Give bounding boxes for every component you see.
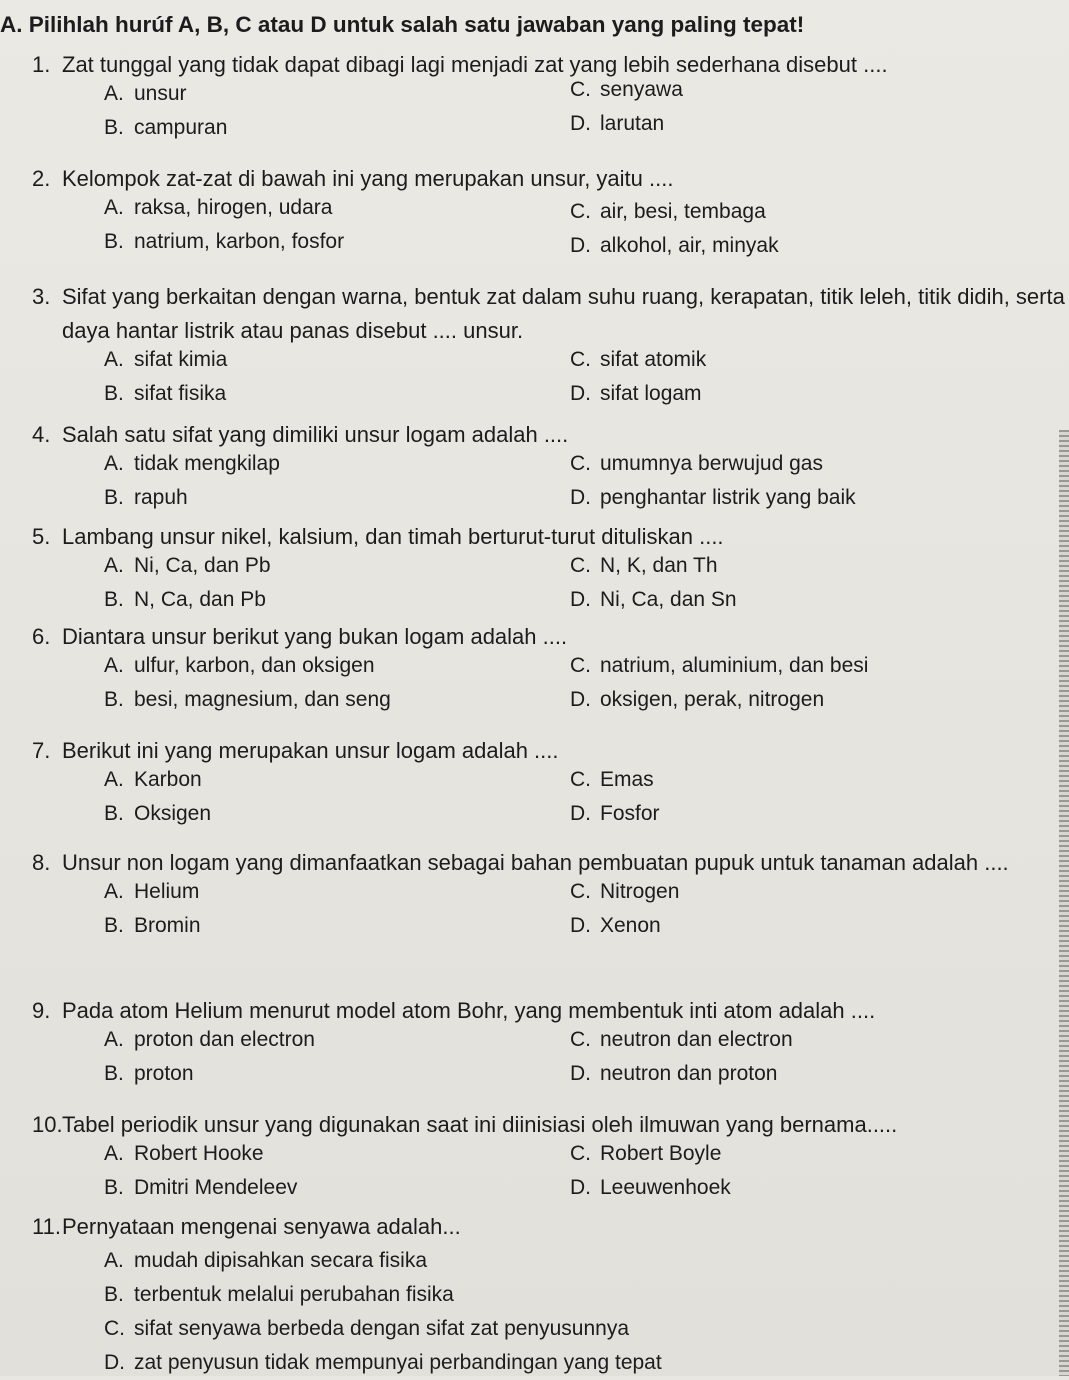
option-list — [104, 348, 1069, 416]
question-11 — [32, 1210, 1069, 1380]
option-c[interactable]: C. neutron dan electron — [570, 1028, 793, 1051]
option-list — [104, 196, 1069, 264]
question-text: Zat tunggal yang tidak dapat dibagi lagi menjadi zat yang lebih sederhana disebut .... — [62, 52, 888, 77]
question-9 — [32, 994, 1069, 1096]
question-5 — [32, 520, 1069, 622]
option-a[interactable]: A. Karbon — [104, 768, 202, 791]
option-list — [104, 768, 1069, 836]
question-number: 8. — [32, 850, 51, 875]
option-c[interactable]: C. senyawa — [570, 78, 683, 101]
question-10 — [32, 1108, 1069, 1210]
option-list — [104, 78, 1069, 150]
question-number: 2. — [32, 166, 51, 191]
question-2 — [32, 162, 1069, 264]
option-b[interactable]: B. terbentuk melalui perubahan fisika — [104, 1283, 454, 1306]
option-list — [104, 654, 1069, 722]
question-text: Lambang unsur nikel, kalsium, dan timah berturut-turut dituliskan .... — [62, 524, 724, 549]
question-text: Pernyataan mengenai senyawa adalah... — [62, 1214, 461, 1239]
option-a[interactable]: A. mudah dipisahkan secara fisika — [104, 1249, 427, 1272]
option-a[interactable]: A. proton dan electron — [104, 1028, 315, 1051]
option-b[interactable]: B. besi, magnesium, dan seng — [104, 688, 391, 711]
option-a[interactable]: A. Ni, Ca, dan Pb — [104, 554, 271, 577]
option-b[interactable]: B. Oksigen — [104, 802, 212, 825]
question-4 — [32, 418, 1069, 520]
question-number: 4. — [32, 422, 51, 447]
option-b[interactable]: B. campuran — [104, 116, 228, 139]
option-b[interactable]: B. Dmitri Mendeleev — [104, 1176, 298, 1199]
option-d[interactable]: D. oksigen, perak, nitrogen — [570, 688, 825, 711]
question-number: 6. — [32, 624, 51, 649]
question-1 — [32, 48, 1069, 150]
question-text: Sifat yang berkaitan dengan warna, bentuk zat dalam suhu ruang, kerapatan, titik leleh, titik didih, serta daya hantar listrik atau panas disebut .... unsur. — [62, 284, 1065, 343]
instruction-header: A. Pilihlah hurúf A, B, C atau D untuk salah satu jawaban yang paling tepat! — [0, 12, 805, 37]
option-b[interactable]: B. rapuh — [104, 486, 188, 509]
option-list — [104, 1028, 1069, 1096]
option-c[interactable]: C. Nitrogen — [570, 880, 680, 903]
question-text: Pada atom Helium menurut model atom Bohr, yang membentuk inti atom adalah .... — [62, 998, 876, 1023]
question-number: 10. — [32, 1112, 63, 1137]
question-8 — [32, 846, 1069, 948]
option-d[interactable]: D. penghantar listrik yang baik — [570, 486, 856, 509]
option-c[interactable]: C. sifat atomik — [570, 348, 707, 371]
option-d[interactable]: D. alkohol, air, minyak — [570, 234, 779, 257]
option-a[interactable]: A. sifat kimia — [104, 348, 228, 371]
option-d[interactable]: D. Leeuwenhoek — [570, 1176, 731, 1199]
question-text: Unsur non logam yang dimanfaatkan sebagai bahan pembuatan pupuk untuk tanaman adalah .... — [62, 850, 1009, 875]
option-b[interactable]: B. sifat fisika — [104, 382, 227, 405]
option-c[interactable]: C. umumnya berwujud gas — [570, 452, 823, 475]
option-d[interactable]: D. Fosfor — [570, 802, 660, 825]
option-c[interactable]: C. N, K, dan Th — [570, 554, 718, 577]
option-a[interactable]: A. Robert Hooke — [104, 1142, 264, 1165]
option-b[interactable]: B. Bromin — [104, 914, 201, 937]
question-number: 5. — [32, 524, 51, 549]
question-number: 7. — [32, 738, 51, 763]
option-d[interactable]: D. Xenon — [570, 914, 661, 937]
option-c[interactable]: C. air, besi, tembaga — [570, 200, 766, 223]
option-a[interactable]: A. tidak mengkilap — [104, 452, 280, 475]
question-text: Diantara unsur berikut yang bukan logam adalah .... — [62, 624, 568, 649]
option-list — [104, 554, 1069, 622]
option-a[interactable]: A. unsur — [104, 82, 187, 105]
option-list — [104, 452, 1069, 520]
question-text: Kelompok zat-zat di bawah ini yang merupakan unsur, yaitu .... — [62, 166, 674, 191]
option-b[interactable]: B. proton — [104, 1062, 194, 1085]
question-text: Salah satu sifat yang dimiliki unsur logam adalah .... — [62, 422, 569, 447]
option-c[interactable]: C. Emas — [570, 768, 654, 791]
option-d[interactable]: D. sifat logam — [570, 382, 702, 405]
question-text: Tabel periodik unsur yang digunakan saat ini diinisiasi oleh ilmuwan yang bernama..... — [62, 1112, 898, 1137]
question-text: Berikut ini yang merupakan unsur logam adalah .... — [62, 738, 559, 763]
question-number: 1. — [32, 52, 51, 77]
option-a[interactable]: A. raksa, hirogen, udara — [104, 196, 333, 219]
option-c[interactable]: C. sifat senyawa berbeda dengan sifat zat penyusunnya — [104, 1317, 630, 1340]
question-number: 9. — [32, 998, 51, 1023]
question-3 — [32, 280, 1069, 416]
option-list — [104, 1142, 1069, 1210]
option-a[interactable]: A. Helium — [104, 880, 200, 903]
option-a[interactable]: A. ulfur, karbon, dan oksigen — [104, 654, 375, 677]
option-d[interactable]: D. Ni, Ca, dan Sn — [570, 588, 737, 611]
option-d[interactable]: D. neutron dan proton — [570, 1062, 778, 1085]
option-b[interactable]: B. natrium, karbon, fosfor — [104, 230, 345, 253]
question-number: 3. — [32, 284, 51, 309]
option-d[interactable]: D. larutan — [570, 112, 665, 135]
option-list — [104, 1244, 1069, 1380]
question-number: 11. — [32, 1214, 61, 1239]
option-c[interactable]: C. Robert Boyle — [570, 1142, 722, 1165]
option-c[interactable]: C. natrium, aluminium, dan besi — [570, 654, 869, 677]
option-d[interactable]: D. zat penyusun tidak mempunyai perbandingan yang tepat — [104, 1351, 662, 1374]
question-6 — [32, 620, 1069, 722]
option-b[interactable]: B. N, Ca, dan Pb — [104, 588, 266, 611]
option-list — [104, 880, 1069, 948]
question-7 — [32, 734, 1069, 836]
